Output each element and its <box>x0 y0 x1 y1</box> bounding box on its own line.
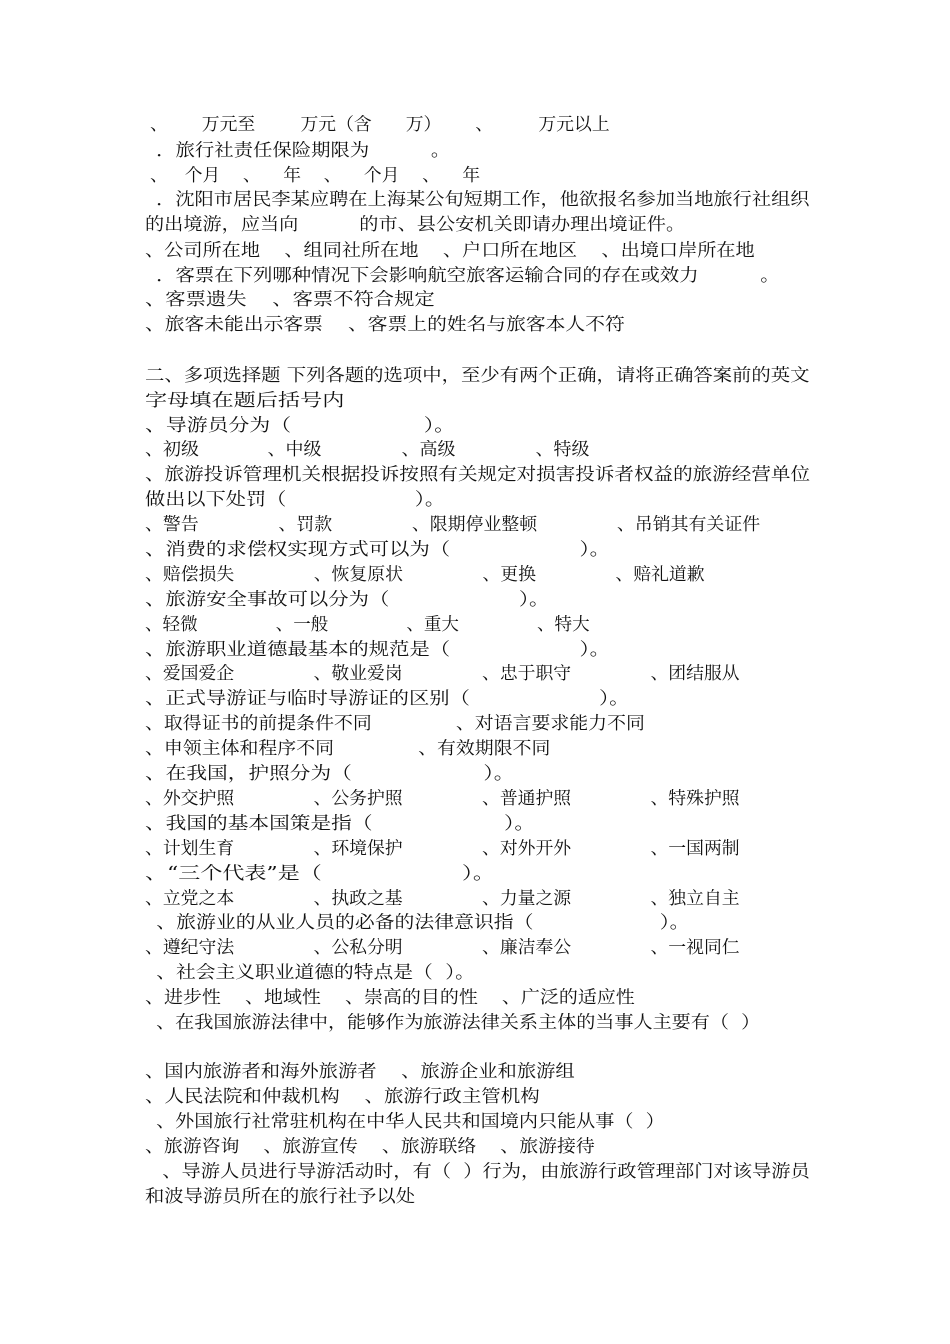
text-line: 字母填在题后括号内 <box>145 391 345 411</box>
options-line: 、旅游咨询 、旅游宣传 、旅游联络 、旅游接待 <box>145 1137 595 1157</box>
question-line: 、旅游职业道德最基本的规范是（ ）。 <box>145 640 611 660</box>
text-line: 、旅客未能出示客票 、客票上的姓名与旅客本人不符 <box>145 315 625 335</box>
question-line: 、消费的求偿权实现方式可以为（ ）。 <box>145 540 611 560</box>
text-line: 、客票遗失 、客票不符合规定 <box>145 290 435 310</box>
text-line: 、 万元至 万元（含 万） 、 万元以上 <box>150 115 610 135</box>
text-line: 和波导游员所在的旅行社予以处 <box>145 1187 415 1207</box>
text-line: ．客票在下列哪种情况下会影响航空旅客运输合同的存在或效力 。 <box>150 266 780 286</box>
question-line: 、旅游业的从业人员的必备的法律意识指（ ）。 <box>150 913 690 933</box>
question-line: 、在我国旅游法律中，能够作为旅游法律关系主体的当事人主要有（ ） <box>150 1013 761 1033</box>
question-line: 、在我国，护照分为（ ）。 <box>145 764 515 784</box>
options-line: 、初级 、中级 、高级 、特级 <box>145 440 590 460</box>
question-line: 、正式导游证与临时导游证的区别（ ）。 <box>145 689 630 709</box>
options-line: 、人民法院和仲裁机构 、旅游行政主管机构 <box>145 1087 540 1107</box>
question-line: 、社会主义职业道德的特点是（ ）。 <box>150 963 475 983</box>
text-line: ．沈阳市居民李某应聘在上海某公旬短期工作，他欲报名参加当地旅行社组织 <box>150 190 810 210</box>
options-line: 、爱国爱企 、敬业爱岗 、忠于职守 、团结服从 <box>145 664 740 684</box>
options-line: 、进步性 、地域性 、崇高的目的性 、广泛的适应性 <box>145 988 635 1008</box>
options-line: 、申领主体和程序不同 、有效期限不同 <box>145 739 551 759</box>
question-line: 、我国的基本国策是指（ ）。 <box>145 814 536 834</box>
options-line: 、遵纪守法 、公私分明 、廉洁奉公 、一视同仁 <box>145 938 740 958</box>
question-line: 、“三个代表”是（ ）。 <box>145 864 495 884</box>
section-heading: 二、多项选择题 下列各题的选项中，至少有两个正确，请将正确答案前的英文 <box>145 366 810 386</box>
options-line: 、国内旅游者和海外旅游者 、旅游企业和旅游组 <box>145 1062 575 1082</box>
question-line: 、导游人员进行导游活动时，有（ ）行为，由旅游行政管理部门对该导游员 <box>150 1162 810 1182</box>
text-line: ．旅行社责任保险期限为 。 <box>150 141 451 161</box>
options-line: 、计划生育 、环境保护 、对外开外 、一国两制 <box>145 839 740 859</box>
text-line: 、公司所在地 、组同社所在地 、户口所在地区 、出境口岸所在地 <box>145 241 755 261</box>
question-line: 、外国旅行社常驻机构在中华人民共和国境内只能从事（ ） <box>150 1112 665 1132</box>
text-line: 、 个月 、 年 、 个月 、 年 <box>150 166 481 186</box>
options-line: 、取得证书的前提条件不同 、对语言要求能力不同 <box>145 714 645 734</box>
text-line: 的出境游，应当向 的市、县公安机关即请办理出境证件。 <box>145 215 686 235</box>
question-line: 、导游员分为（ ）。 <box>145 416 456 436</box>
options-line: 、外交护照 、公务护照 、普通护照 、特殊护照 <box>145 789 740 809</box>
text-line: 做出以下处罚（ ）。 <box>145 490 446 510</box>
options-line: 、警告 、罚款 、限期停业整顿 、吊销其有关证件 <box>145 515 761 535</box>
question-line: 、旅游安全事故可以分为（ ）。 <box>145 590 550 610</box>
options-line: 、立党之本 、执政之基 、力量之源 、独立自主 <box>145 889 740 909</box>
question-line: 、旅游投诉管理机关根据投诉按照有关规定对损害投诉者权益的旅游经营单位 <box>145 465 810 485</box>
options-line: 、赔偿损失 、恢复原状 、更换 、赔礼道歉 <box>145 565 705 585</box>
options-line: 、轻微 、一般 、重大 、特大 <box>145 615 590 635</box>
